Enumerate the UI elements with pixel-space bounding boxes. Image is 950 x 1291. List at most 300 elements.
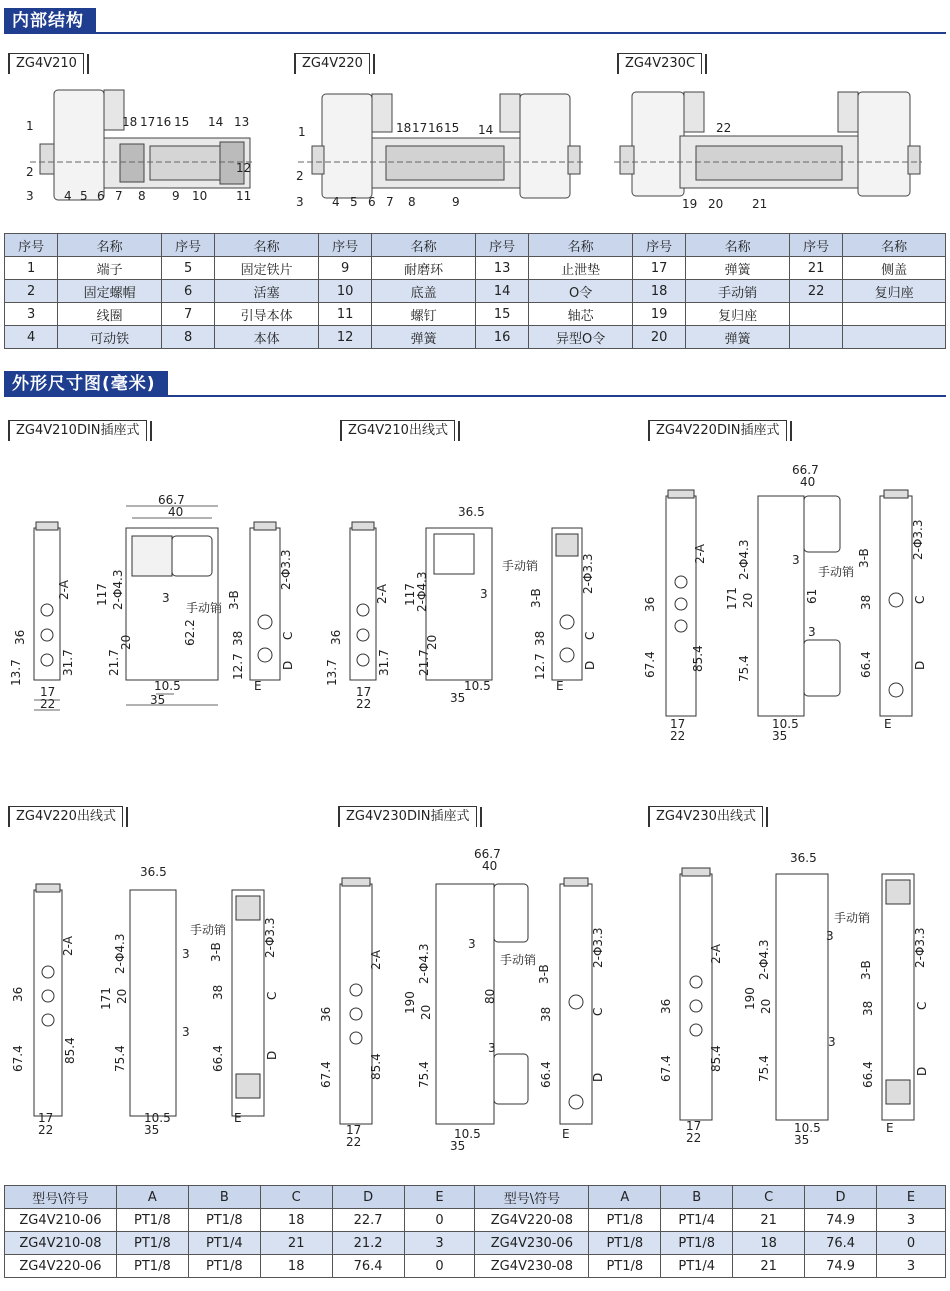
dim-text: 66.7 — [158, 493, 185, 507]
dim-text: 3 — [828, 1035, 836, 1049]
dim-text: 22 — [40, 697, 56, 711]
table-cell: 22 — [789, 280, 842, 303]
dim-label-v220-wire: ZG4V220出线式 — [8, 806, 123, 827]
dim-label-v230-din: ZG4V230DIN插座式 — [338, 806, 477, 827]
header-cell: 名称 — [58, 234, 162, 257]
table-cell: 3 — [877, 1209, 946, 1232]
dim-text: C — [913, 595, 927, 604]
dim-text: 10.5 — [772, 717, 799, 731]
dim-text: C — [583, 631, 597, 640]
callout: 9 — [172, 189, 180, 203]
dim-text: 66.4 — [539, 1061, 553, 1088]
header-cell: C — [260, 1186, 332, 1209]
dim-text: 17 — [40, 685, 56, 699]
dim-text: 171 — [725, 587, 739, 610]
dim-text: 31.7 — [61, 649, 75, 676]
table-cell: 固定铁片 — [215, 257, 319, 280]
dim-text: 20 — [741, 592, 755, 608]
table-cell: 17 — [632, 257, 685, 280]
header-cell: 名称 — [686, 234, 790, 257]
dim-text: 3-B — [859, 960, 873, 980]
table-cell: 21 — [733, 1209, 805, 1232]
dim-text: 手动销 — [500, 953, 537, 967]
parts-table — [4, 233, 946, 349]
dim-drawing-v210-din — [6, 490, 306, 740]
dim-text: 10.5 — [144, 1111, 171, 1125]
table-cell: ZG4V210-06 — [5, 1209, 117, 1232]
table-cell: 20 — [632, 326, 685, 349]
dim-text: 13.7 — [325, 659, 339, 686]
dim-text: 13.7 — [9, 659, 23, 686]
dim-text: 2-A — [57, 580, 71, 600]
header-cell: 序号 — [5, 234, 58, 257]
table-cell: 弹簧 — [686, 257, 790, 280]
table-cell: 端子 — [58, 257, 162, 280]
table-cell: PT1/8 — [116, 1255, 188, 1278]
table-cell: 3 — [5, 303, 58, 326]
dim-text: 2-Φ4.3 — [757, 939, 771, 980]
table-cell: 底盖 — [372, 280, 476, 303]
dim-text: 3 — [480, 587, 488, 601]
callout: 4 — [64, 189, 72, 203]
table-cell: ZG4V230-06 — [475, 1232, 589, 1255]
dim-text: 2-A — [61, 936, 75, 956]
dimensions-table — [4, 1185, 946, 1278]
dim-text: 85.4 — [63, 1037, 77, 1064]
dim-text: 手动销 — [834, 911, 871, 925]
dim-text: 66.4 — [859, 651, 873, 678]
table-cell: 7 — [161, 303, 214, 326]
callout: 1 — [26, 119, 34, 133]
table-cell: 线圈 — [58, 303, 162, 326]
dim-text: 36 — [659, 998, 673, 1014]
dim-text: 3 — [182, 947, 190, 961]
dim-text: 75.4 — [113, 1045, 127, 1072]
dim-text: 66.7 — [792, 463, 819, 477]
table-cell — [843, 303, 946, 326]
table-cell: 12 — [318, 326, 371, 349]
dim-text: 20 — [759, 998, 773, 1014]
header-cell: 型号\符号 — [5, 1186, 117, 1209]
table-cell: 1 — [5, 257, 58, 280]
table-cell: ZG4V220-08 — [475, 1209, 589, 1232]
dim-text: D — [913, 660, 927, 670]
dim-text: 3 — [488, 1041, 496, 1055]
table-cell: 4 — [5, 326, 58, 349]
header-cell: 名称 — [372, 234, 476, 257]
callout: 7 — [115, 189, 123, 203]
dim-text: 36 — [329, 629, 343, 645]
header-cell: A — [589, 1186, 661, 1209]
callout: 16 — [156, 115, 172, 129]
table-cell: 螺钉 — [372, 303, 476, 326]
callout: 7 — [386, 195, 394, 209]
table-cell: 复归座 — [843, 280, 946, 303]
table-cell — [789, 303, 842, 326]
table-cell — [789, 326, 842, 349]
table-cell: 76.4 — [332, 1255, 404, 1278]
dim-text: 2-Φ4.3 — [111, 569, 125, 610]
callout: 17 — [412, 121, 428, 135]
dim-text: E — [234, 1111, 242, 1125]
dim-text: 35 — [772, 729, 788, 743]
dim-text: 67.4 — [319, 1061, 333, 1088]
table-cell: 22.7 — [332, 1209, 404, 1232]
dim-text: 67.4 — [643, 651, 657, 678]
table-cell: 3 — [404, 1232, 475, 1255]
header-cell: E — [877, 1186, 946, 1209]
table-cell: 5 — [161, 257, 214, 280]
table-cell: ZG4V210-08 — [5, 1232, 117, 1255]
dim-text: 手动销 — [818, 565, 855, 579]
dim-text: C — [281, 631, 295, 640]
header-cell: 序号 — [632, 234, 685, 257]
table-cell: 6 — [161, 280, 214, 303]
callout: 2 — [296, 169, 304, 183]
dim-text: 2-Φ3.3 — [279, 549, 293, 590]
callout: 1 — [298, 125, 306, 139]
dim-text: 20 — [115, 988, 129, 1004]
table-cell: 11 — [318, 303, 371, 326]
header-cell: 型号\符号 — [475, 1186, 589, 1209]
dim-text: 2-A — [693, 544, 707, 564]
dim-text: E — [556, 679, 564, 693]
dim-text: 75.4 — [757, 1055, 771, 1082]
callout: 4 — [332, 195, 340, 209]
dim-text: E — [562, 1127, 570, 1141]
table-cell: 异型O令 — [529, 326, 633, 349]
dim-text: 手动销 — [190, 923, 227, 937]
callout: 14 — [478, 123, 494, 137]
callout: 5 — [80, 189, 88, 203]
dim-text: D — [591, 1072, 605, 1082]
callout: 9 — [452, 195, 460, 209]
table-cell: 9 — [318, 257, 371, 280]
table-cell: PT1/8 — [116, 1232, 188, 1255]
dim-drawing-v230-wire — [644, 850, 944, 1150]
dim-text: 36.5 — [140, 865, 167, 879]
table-cell: 13 — [475, 257, 528, 280]
dim-text: 17 — [356, 685, 372, 699]
dim-text: 22 — [346, 1135, 362, 1149]
dim-text: E — [884, 717, 892, 731]
table-row — [5, 1255, 946, 1278]
table-cell: 引导本体 — [215, 303, 319, 326]
dim-text: D — [583, 660, 597, 670]
model-tag-v210: ZG4V210 — [8, 53, 84, 74]
callout: 10 — [192, 189, 208, 203]
dim-text: 3-B — [857, 548, 871, 568]
dim-text: 36 — [319, 1006, 333, 1022]
dim-text: 38 — [859, 594, 873, 610]
dim-text: 31.7 — [377, 649, 391, 676]
dim-text: 10.5 — [794, 1121, 821, 1135]
internal-diagram-v220 — [288, 84, 588, 208]
callout: 14 — [208, 115, 224, 129]
dim-text: 2-Φ4.3 — [415, 571, 429, 612]
header-cell: D — [805, 1186, 877, 1209]
table-cell: ZG4V230-08 — [475, 1255, 589, 1278]
table-cell: 21 — [789, 257, 842, 280]
table-cell: 轴芯 — [529, 303, 633, 326]
table-cell: PT1/8 — [589, 1255, 661, 1278]
dim-text: 17 — [38, 1111, 54, 1125]
table-cell: 0 — [404, 1255, 475, 1278]
header-cell: 名称 — [843, 234, 946, 257]
internal-diagram-v210 — [20, 84, 260, 208]
header-cell: 序号 — [789, 234, 842, 257]
dim-text: 38 — [861, 1000, 875, 1016]
callout: 18 — [122, 115, 138, 129]
table-cell: 3 — [877, 1255, 946, 1278]
table-cell: 侧盖 — [843, 257, 946, 280]
dim-text: 35 — [450, 691, 466, 705]
table-row — [5, 1232, 946, 1255]
dim-text: 3 — [808, 625, 816, 639]
dim-text: 17 — [346, 1123, 362, 1137]
dim-text: 40 — [482, 859, 498, 873]
table-cell: ZG4V220-06 — [5, 1255, 117, 1278]
dim-text: 12.7 — [533, 653, 547, 680]
dim-text: 35 — [450, 1139, 466, 1153]
table-cell: 74.9 — [805, 1209, 877, 1232]
dim-drawing-v230-din — [318, 844, 628, 1156]
table-cell: 可动铁 — [58, 326, 162, 349]
callout: 2 — [26, 165, 34, 179]
dim-text: C — [915, 1001, 929, 1010]
dim-text: 40 — [800, 475, 816, 489]
dim-text: 2-Φ4.3 — [417, 943, 431, 984]
table-row — [5, 326, 946, 349]
dim-text: 40 — [168, 505, 184, 519]
internal-diagram-v230c — [614, 84, 924, 211]
table-cell: 14 — [475, 280, 528, 303]
dim-text: 3-B — [537, 964, 551, 984]
dim-text: 38 — [231, 630, 245, 646]
header-cell: B — [661, 1186, 733, 1209]
dim-text: 2-Φ4.3 — [737, 539, 751, 580]
dim-text: 2-Φ3.3 — [263, 917, 277, 958]
callout: 18 — [396, 121, 412, 135]
table-cell: 19 — [632, 303, 685, 326]
dim-text: 21.7 — [107, 649, 121, 676]
callout: 21 — [752, 197, 768, 211]
dim-text: 85.4 — [691, 645, 705, 672]
dim-text: 3 — [468, 937, 476, 951]
dim-label-v220-din: ZG4V220DIN插座式 — [648, 420, 787, 441]
callout: 6 — [97, 189, 105, 203]
dim-text: 10.5 — [464, 679, 491, 693]
dim-text: 85.4 — [369, 1053, 383, 1080]
table-cell: 复归座 — [686, 303, 790, 326]
dim-text: 36.5 — [790, 851, 817, 865]
dim-text: 2-A — [369, 950, 383, 970]
dim-text: 80 — [483, 988, 497, 1004]
dim-text: 36 — [13, 629, 27, 645]
table-cell: 本体 — [215, 326, 319, 349]
callout: 15 — [444, 121, 460, 135]
dim-text: 22 — [356, 697, 372, 711]
callout: 3 — [26, 189, 34, 203]
dim-text: 61 — [805, 588, 819, 604]
dim-text: 20 — [119, 634, 133, 650]
dim-text: 36 — [11, 986, 25, 1002]
dim-text: 66.4 — [211, 1045, 225, 1072]
section-title-internal: 内部结构 — [4, 8, 96, 34]
dim-text: 3-B — [529, 588, 543, 608]
table-cell: 2 — [5, 280, 58, 303]
dim-text: 75.4 — [737, 655, 751, 682]
dim-text: 22 — [670, 729, 686, 743]
table-cell: PT1/4 — [661, 1255, 733, 1278]
dim-text: 190 — [743, 987, 757, 1010]
dim-text: 22 — [686, 1131, 702, 1145]
table-cell: 手动销 — [686, 280, 790, 303]
callout: 17 — [140, 115, 156, 129]
callout: 12 — [236, 161, 252, 175]
dim-text: 12.7 — [231, 653, 245, 680]
dim-text: 20 — [419, 1004, 433, 1020]
table-cell: 0 — [404, 1209, 475, 1232]
dim-text: 3-B — [209, 942, 223, 962]
dim-text: 35 — [144, 1123, 160, 1137]
dim-text: 2-Φ4.3 — [113, 933, 127, 974]
dim-text: 2-A — [709, 944, 723, 964]
dim-label-v210-din: ZG4V210DIN插座式 — [8, 420, 147, 441]
dim-text: 36.5 — [458, 505, 485, 519]
table-cell: PT1/8 — [589, 1232, 661, 1255]
header-cell: C — [733, 1186, 805, 1209]
table-row — [5, 280, 946, 303]
dim-text: 手动销 — [502, 559, 539, 573]
section-rule — [4, 32, 946, 34]
dim-text: 117 — [95, 583, 109, 606]
header-cell: 名称 — [215, 234, 319, 257]
dim-text: 22 — [38, 1123, 54, 1137]
dim-text: 66.7 — [474, 847, 501, 861]
section-rule — [4, 395, 946, 397]
callout: 5 — [350, 195, 358, 209]
table-row — [5, 257, 946, 280]
dim-drawing-v210-wire — [325, 500, 620, 740]
table-cell: 18 — [632, 280, 685, 303]
dim-text: 66.4 — [861, 1061, 875, 1088]
dim-text: 35 — [150, 693, 166, 707]
dim-text: 62.2 — [183, 619, 197, 646]
dim-text: D — [265, 1050, 279, 1060]
dim-text: 75.4 — [417, 1061, 431, 1088]
dim-text: 67.4 — [659, 1055, 673, 1082]
callout: 8 — [138, 189, 146, 203]
table-cell: O令 — [529, 280, 633, 303]
dim-text: 2-A — [375, 584, 389, 604]
dim-text: 38 — [533, 630, 547, 646]
table-cell: 21.2 — [332, 1232, 404, 1255]
header-cell: 名称 — [529, 234, 633, 257]
callout: 20 — [708, 197, 724, 211]
dim-text: 35 — [794, 1133, 810, 1147]
dim-drawing-v220-wire — [6, 860, 306, 1140]
section-title-dimensions: 外形尺寸图(毫米) — [4, 371, 168, 397]
callout: 8 — [408, 195, 416, 209]
table-cell — [843, 326, 946, 349]
header-cell: D — [332, 1186, 404, 1209]
callout: 19 — [682, 197, 698, 211]
dim-text: 190 — [403, 991, 417, 1014]
table-cell: 21 — [260, 1232, 332, 1255]
dim-text: E — [886, 1121, 894, 1135]
dim-text: 3 — [792, 553, 800, 567]
table-cell: 16 — [475, 326, 528, 349]
table-cell: 8 — [161, 326, 214, 349]
table-cell: PT1/8 — [589, 1209, 661, 1232]
table-cell: 固定螺帽 — [58, 280, 162, 303]
dim-label-v230-wire: ZG4V230出线式 — [648, 806, 763, 827]
table-cell: 0 — [877, 1232, 946, 1255]
dim-text: 38 — [539, 1006, 553, 1022]
dims-header-row — [5, 1186, 946, 1209]
dim-text: 38 — [211, 984, 225, 1000]
dim-text: 2-Φ3.3 — [581, 553, 595, 594]
dim-text: 2-Φ3.3 — [913, 927, 927, 968]
parts-header-row — [5, 234, 946, 257]
table-cell: 弹簧 — [372, 326, 476, 349]
dim-text: 36 — [643, 596, 657, 612]
dim-text: 67.4 — [11, 1045, 25, 1072]
dim-text: 3-B — [227, 590, 241, 610]
dim-text: 手动销 — [186, 601, 223, 615]
callout: 16 — [428, 121, 444, 135]
dim-text: 10.5 — [154, 679, 181, 693]
table-cell: PT1/8 — [116, 1209, 188, 1232]
dim-text: 3 — [162, 591, 170, 605]
dim-text: D — [281, 660, 295, 670]
dim-text: C — [265, 991, 279, 1000]
dim-text: C — [591, 1007, 605, 1016]
table-cell: 活塞 — [215, 280, 319, 303]
table-cell: 18 — [733, 1232, 805, 1255]
header-cell: A — [116, 1186, 188, 1209]
table-cell: 耐磨环 — [372, 257, 476, 280]
header-cell: 序号 — [475, 234, 528, 257]
dim-text: E — [254, 679, 262, 693]
dim-text: 17 — [686, 1119, 702, 1133]
table-cell: PT1/4 — [188, 1232, 260, 1255]
table-row — [5, 303, 946, 326]
table-cell: PT1/4 — [661, 1209, 733, 1232]
table-cell: 15 — [475, 303, 528, 326]
model-tag-v220: ZG4V220 — [294, 53, 370, 74]
table-cell: 76.4 — [805, 1232, 877, 1255]
dim-text: 21.7 — [417, 649, 431, 676]
dim-text: 20 — [425, 634, 439, 650]
callout: 3 — [296, 195, 304, 209]
table-cell: PT1/8 — [188, 1209, 260, 1232]
callout: 15 — [174, 115, 190, 129]
callout: 6 — [368, 195, 376, 209]
dim-text: 17 — [670, 717, 686, 731]
header-cell: B — [188, 1186, 260, 1209]
dim-text: 3 — [826, 929, 834, 943]
dim-text: 2-Φ3.3 — [591, 927, 605, 968]
dim-text: 3 — [182, 1025, 190, 1039]
dim-text: 171 — [99, 987, 113, 1010]
header-cell: 序号 — [318, 234, 371, 257]
table-cell: 18 — [260, 1209, 332, 1232]
callout: 13 — [234, 115, 250, 129]
dim-text: D — [915, 1066, 929, 1076]
header-cell: E — [404, 1186, 475, 1209]
